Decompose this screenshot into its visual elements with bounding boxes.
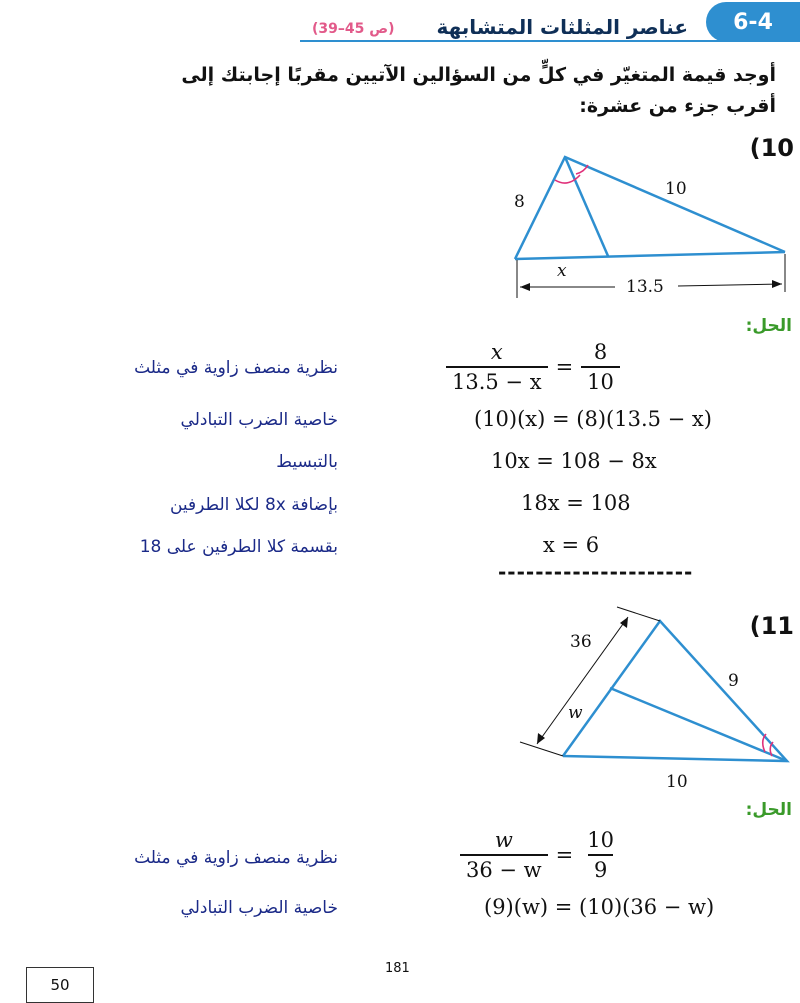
equals-sign: = (555, 355, 574, 379)
solution-label: الحل: (745, 316, 792, 336)
fraction-numerator: 10 (587, 828, 614, 852)
fraction-lhs (460, 828, 548, 882)
header-rule (300, 40, 800, 42)
triangle-figure-10 (500, 150, 800, 306)
label-segment-w: w (568, 703, 583, 723)
step-expression: 10x = 108 − 8x (491, 449, 657, 473)
fraction-numerator: 8 (593, 340, 608, 364)
label-base-10: 10 (666, 772, 688, 792)
lesson-number-badge (706, 2, 800, 42)
lesson-number: 6-4 (733, 9, 773, 35)
page-counter: 50 (50, 976, 70, 994)
fraction-rhs (581, 340, 620, 394)
fraction-numerator: w (494, 828, 513, 852)
dimension-line (678, 284, 782, 286)
label-side-9: 9 (728, 671, 739, 691)
label-base-13-5: 13.5 (626, 277, 664, 297)
solution-label: الحل: (745, 800, 792, 820)
step-expression: (10)(x) = (8)(13.5 − x) (474, 407, 712, 431)
step-reason: خاصية الضرب التبادلي (180, 898, 338, 918)
page-counter-box (26, 967, 94, 1003)
page-number: 181 (385, 961, 410, 976)
fraction-denominator: 10 (581, 366, 620, 394)
step-expression: x = 6 (543, 533, 600, 557)
fraction-denominator: 36 − w (460, 854, 548, 882)
label-side-36: 36 (570, 632, 592, 652)
triangle-figure-11 (510, 594, 800, 794)
equals-sign: = (555, 843, 574, 867)
instruction-text: أوجد قيمة المتغيّر في كلٍّ من السؤالين الآتيين مقربًا إجابتك إلى أقرب جزء من عشرة: (181, 64, 776, 117)
section-title: عناصر المثلثات المتشابهة (436, 15, 688, 39)
separator-line: --------------------- (498, 560, 694, 578)
step-reason: نظرية منصف زاوية في مثلث (134, 848, 338, 868)
fraction-numerator: x (490, 340, 503, 364)
triangle-outline (515, 157, 785, 259)
step-reason: خاصية الضرب التبادلي (180, 410, 338, 430)
triangle-base (515, 252, 785, 259)
fraction-denominator: 13.5 − x (446, 366, 548, 394)
triangle-outline (563, 621, 787, 761)
label-segment-x: x (557, 261, 567, 281)
step-reason: بالتبسيط (276, 452, 338, 472)
problem-11-number: (11 (749, 612, 794, 640)
page-reference: (ص 45–39) (312, 21, 395, 37)
problem-10-number: (10 (749, 134, 794, 162)
dimension-tick (520, 742, 563, 756)
fraction-rhs (581, 828, 620, 882)
step-reason: بقسمة كلا الطرفين على 18 (139, 537, 338, 557)
fraction-denominator: 9 (588, 854, 613, 882)
fraction-lhs (446, 340, 548, 394)
step-reason: نظرية منصف زاوية في مثلث (134, 358, 338, 378)
dimension-tick (617, 607, 660, 621)
proportion-equation (460, 828, 620, 882)
dimension-arrow (520, 283, 530, 291)
angle-bisector (610, 688, 787, 761)
dimension-arrow (772, 280, 782, 288)
proportion-equation (446, 340, 620, 394)
label-side-10: 10 (665, 179, 687, 199)
step-expression: (9)(w) = (10)(36 − w) (484, 895, 715, 919)
angle-mark (576, 165, 588, 174)
step-reason: بإضافة 8x لكلا الطرفين (169, 495, 338, 515)
step-expression: 18x = 108 (521, 491, 631, 515)
label-side-8: 8 (514, 192, 525, 212)
